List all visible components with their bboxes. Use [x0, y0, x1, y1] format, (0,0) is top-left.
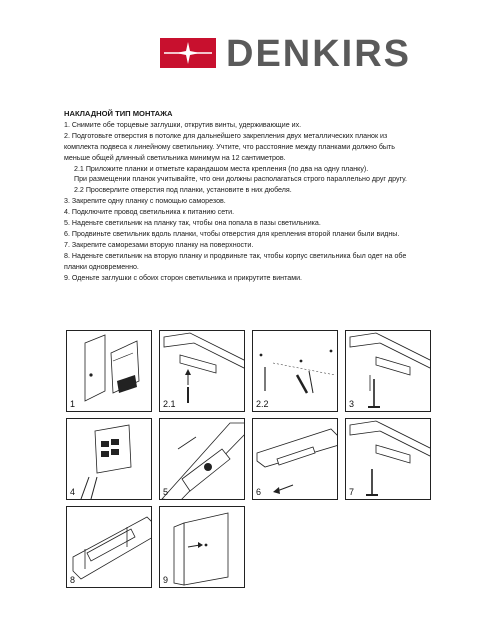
diagram-panel-8 [66, 506, 152, 588]
star-mark-icon [160, 38, 216, 68]
step-label: 9 [163, 575, 169, 585]
endcap-removal-icon [67, 331, 152, 412]
instruction-line: 8. Наденьте светильник на вторую планку и продвиньте так, чтобы корпус светильника был одет на обе [64, 251, 407, 260]
instruction-line: 4. Подключите провод светильника к питанию сети. [64, 208, 235, 217]
step-label: 1 [70, 399, 76, 409]
instruction-line: планки одновременно. [64, 262, 139, 271]
slide-luminaire-icon [253, 419, 338, 500]
step-label: 8 [70, 575, 76, 585]
step-label: 6 [256, 487, 262, 497]
wiring-terminal-icon [67, 419, 152, 500]
step-label: 5 [163, 487, 169, 497]
step-label: 2.2 [256, 399, 269, 409]
instruction-line: 9. Оденьте заглушки с обоих сторон светильника и прикрутите винтами. [64, 273, 303, 282]
step-label: 3 [349, 399, 355, 409]
step-label: 2.1 [163, 399, 176, 409]
step-label: 4 [70, 487, 76, 497]
luminaire-on-bracket-icon [160, 419, 245, 500]
diagram-panel-4 [66, 418, 152, 500]
diagram-panel-7 [345, 418, 431, 500]
second-bracket-icon [346, 419, 431, 500]
diagram-panel-2-1 [159, 330, 245, 412]
luminaire-both-brackets-icon [67, 507, 152, 588]
bracket-screw-icon [346, 331, 431, 412]
installation-instructions [64, 109, 424, 284]
endcap-install-icon [160, 507, 245, 588]
instruction-line: комплекта подвеса к линейному светильнику. Учтите, что расстояние между планками должно быть [64, 142, 395, 151]
brand-name: DENKIRS [226, 33, 412, 75]
instruction-line: 2. Подготовьте отверстия в потолке для дальнейшего закрепления двух металлических планок из [64, 131, 388, 140]
instruction-line: 6. Продвиньте светильник вдоль планки, чтобы отверстия для крепления второй планки были видны. [64, 229, 400, 238]
diagram-panel-5 [159, 418, 245, 500]
instruction-line: меньше общей длинный светильника минимум на 12 сантиметров. [64, 153, 286, 162]
diagram-panel-1 [66, 330, 152, 412]
instruction-line: 2.2 Просверлите отверстия под планки, установите в них дюбеля. [74, 186, 292, 195]
diagram-panel-2-2 [252, 330, 338, 412]
diagram-panel-3 [345, 330, 431, 412]
instruction-line: 3. Закрепите одну планку с помощью саморезов. [64, 197, 226, 206]
diagram-panel-6 [252, 418, 338, 500]
diagram-panel-9 [159, 506, 245, 588]
instruction-line: При размещении планок учитывайте, что они должны располагаться строго параллельно друг другу. [74, 175, 407, 184]
step-label: 7 [349, 487, 355, 497]
instruction-line: 7. Закрепите саморезами вторую планку на поверхности. [64, 240, 254, 249]
brand-logo [160, 33, 440, 75]
instruction-line: 5. Наденьте светильник на планку так, чтобы она попала в пазы светильника. [64, 219, 321, 228]
instructions-title: НАКЛАДНОЙ ТИП МОНТАЖА [64, 109, 173, 118]
instruction-line: 2.1 Приложите планки и отметьте карандашом места крепления (по два на одну планку). [74, 164, 369, 173]
instruction-line: 1. Снимите обе торцевые заглушки, открутив винты, удерживающие их. [64, 120, 302, 129]
